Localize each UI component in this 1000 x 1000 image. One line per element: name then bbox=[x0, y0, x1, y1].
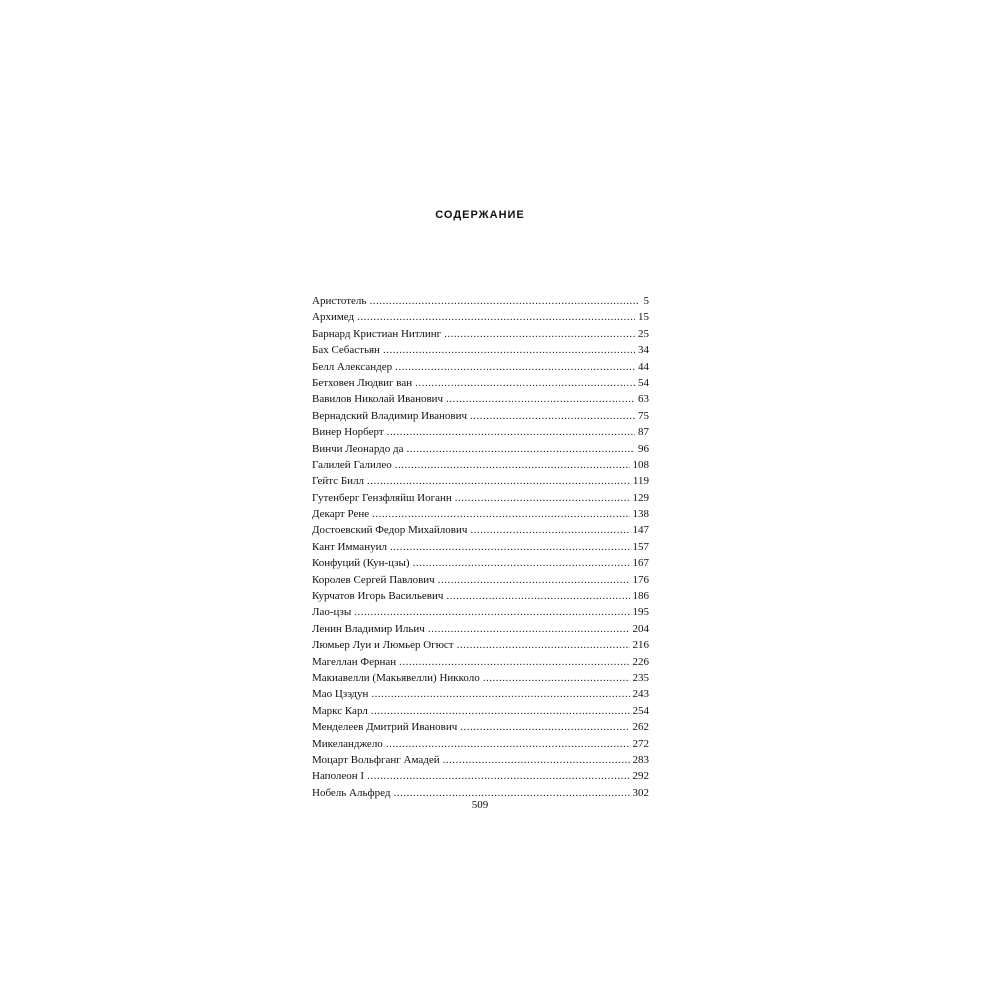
toc-entry-title: Микеланджело bbox=[312, 737, 383, 750]
dot-leader bbox=[460, 719, 629, 735]
toc-entry bbox=[312, 309, 649, 325]
toc-entry-page: 96 bbox=[638, 442, 649, 455]
toc-entry bbox=[312, 342, 649, 358]
toc-entry-title: Наполеон I bbox=[312, 770, 365, 783]
toc-entry bbox=[312, 604, 649, 620]
toc-entry-title: Ленин Владимир Ильич bbox=[312, 622, 425, 635]
toc-entry bbox=[312, 293, 649, 309]
dot-leader bbox=[357, 309, 635, 325]
toc-entry-title: Магеллан Фернан bbox=[312, 655, 397, 668]
toc-entry-title: Галилей Галилео bbox=[312, 458, 392, 471]
dot-leader bbox=[428, 621, 630, 637]
dot-leader bbox=[443, 752, 630, 768]
toc-entry-page: 75 bbox=[638, 409, 649, 422]
toc-entry-title: Мао Цзэдун bbox=[312, 688, 369, 701]
toc-entry bbox=[312, 424, 649, 440]
toc-entry bbox=[312, 752, 649, 768]
toc-entry bbox=[312, 391, 649, 407]
toc-entry-title: Аристотель bbox=[312, 295, 367, 307]
toc-entry-title: Лао-цзы bbox=[312, 606, 352, 619]
dot-leader bbox=[438, 572, 630, 588]
toc-entry-page: 235 bbox=[632, 671, 649, 684]
dot-leader bbox=[371, 703, 630, 719]
toc-entry-page: 87 bbox=[638, 426, 649, 439]
toc-entry-page: 147 bbox=[632, 524, 649, 537]
toc-entry-title: Вавилов Николай Иванович bbox=[312, 393, 444, 406]
toc-entry-page: 167 bbox=[632, 557, 649, 570]
dot-leader bbox=[470, 408, 635, 424]
toc-entry bbox=[312, 719, 649, 735]
toc-entry-title: Барнард Кристиан Нитлинг bbox=[312, 327, 442, 340]
toc-entry-title: Люмьер Луи и Люмьер Огюст bbox=[312, 639, 454, 652]
toc-entry-page: 34 bbox=[638, 344, 649, 357]
toc-entry bbox=[312, 572, 649, 588]
toc-entry bbox=[312, 473, 649, 489]
toc-entry-page: 63 bbox=[638, 393, 649, 406]
toc-entry-title: Белл Александер bbox=[312, 360, 393, 373]
dot-leader bbox=[367, 473, 630, 489]
toc-entry-page: 54 bbox=[638, 376, 649, 389]
toc-entry-title: Гейтс Билл bbox=[312, 475, 365, 488]
toc-entry-title: Вернадский Владимир Иванович bbox=[312, 409, 467, 422]
toc-entry bbox=[312, 359, 649, 375]
dot-leader bbox=[395, 457, 630, 473]
toc-entry-page: 5 bbox=[643, 295, 649, 307]
dot-leader bbox=[387, 424, 635, 440]
dot-leader bbox=[446, 391, 635, 407]
toc-entry bbox=[312, 686, 649, 702]
toc-entry-page: 186 bbox=[632, 590, 649, 603]
toc-entry-title: Гутенберг Гензфляйш Иоганн bbox=[312, 491, 452, 504]
toc-entry bbox=[312, 326, 649, 342]
dot-leader bbox=[367, 768, 629, 784]
toc-entry-page: 254 bbox=[632, 704, 649, 717]
dot-leader bbox=[383, 342, 635, 358]
toc-entry bbox=[312, 621, 649, 637]
toc-entry bbox=[312, 457, 649, 473]
toc-entry bbox=[312, 375, 649, 391]
dot-leader bbox=[371, 686, 629, 702]
toc-entry bbox=[312, 506, 649, 522]
toc-entry-title: Винчи Леонардо да bbox=[312, 442, 404, 455]
toc-entry-page: 25 bbox=[638, 327, 649, 340]
toc-entry-page: 108 bbox=[632, 458, 649, 471]
toc-entry bbox=[312, 490, 649, 506]
toc-entry-page: 15 bbox=[638, 311, 649, 324]
toc-entry-page: 176 bbox=[632, 573, 649, 586]
toc-entry-page: 216 bbox=[632, 639, 649, 652]
toc-entry-title: Королев Сергей Павлович bbox=[312, 573, 435, 586]
page-number: 509 bbox=[471, 799, 489, 811]
toc-entry bbox=[312, 670, 649, 686]
dot-leader bbox=[395, 359, 635, 375]
toc-entry-title: Достоевский Федор Михайлович bbox=[312, 524, 468, 537]
toc-entry-page: 302 bbox=[632, 786, 649, 799]
table-of-contents bbox=[312, 293, 649, 801]
toc-entry bbox=[312, 522, 649, 538]
toc-entry bbox=[312, 555, 649, 571]
dot-leader bbox=[390, 539, 630, 555]
dot-leader bbox=[470, 522, 629, 538]
toc-entry-title: Винер Норберт bbox=[312, 426, 384, 439]
toc-entry-title: Декарт Рене bbox=[312, 508, 370, 521]
dot-leader bbox=[399, 654, 629, 670]
toc-entry-title: Бах Себастьян bbox=[312, 344, 380, 357]
page-title: СОДЕРЖАНИЕ bbox=[435, 209, 525, 221]
dot-leader bbox=[483, 670, 630, 686]
dot-leader bbox=[455, 490, 630, 506]
dot-leader bbox=[369, 293, 640, 309]
toc-entry-page: 243 bbox=[632, 688, 649, 701]
toc-entry-title: Курчатов Игорь Васильевич bbox=[312, 590, 444, 603]
toc-entry bbox=[312, 768, 649, 784]
toc-entry-page: 119 bbox=[632, 475, 649, 488]
toc-entry-title: Кант Иммануил bbox=[312, 540, 387, 553]
dot-leader bbox=[386, 736, 630, 752]
dot-leader bbox=[413, 555, 630, 571]
toc-entry-page: 157 bbox=[632, 540, 649, 553]
dot-leader bbox=[407, 441, 636, 457]
toc-entry bbox=[312, 637, 649, 653]
toc-entry bbox=[312, 736, 649, 752]
toc-entry-page: 195 bbox=[632, 606, 649, 619]
dot-leader bbox=[354, 604, 629, 620]
toc-entry-title: Макиавелли (Макьявелли) Никколо bbox=[312, 671, 480, 684]
toc-entry-title: Конфуций (Кун-цзы) bbox=[312, 557, 410, 570]
toc-entry bbox=[312, 539, 649, 555]
toc-entry bbox=[312, 441, 649, 457]
dot-leader bbox=[372, 506, 629, 522]
toc-entry-page: 138 bbox=[632, 508, 649, 521]
dot-leader bbox=[457, 637, 630, 653]
toc-entry-page: 44 bbox=[638, 360, 649, 373]
toc-entry bbox=[312, 703, 649, 719]
toc-entry-page: 129 bbox=[632, 491, 649, 504]
toc-entry bbox=[312, 408, 649, 424]
toc-entry-page: 292 bbox=[632, 770, 649, 783]
toc-entry-page: 262 bbox=[632, 721, 649, 734]
dot-leader bbox=[444, 326, 635, 342]
toc-entry-title: Маркс Карл bbox=[312, 704, 368, 717]
toc-entry-title: Бетховен Людвиг ван bbox=[312, 376, 413, 389]
toc-entry-title: Архимед bbox=[312, 311, 355, 324]
toc-entry bbox=[312, 588, 649, 604]
dot-leader bbox=[446, 588, 629, 604]
toc-entry-page: 283 bbox=[632, 753, 649, 766]
toc-entry-title: Менделеев Дмитрий Иванович bbox=[312, 721, 458, 734]
toc-entry-page: 272 bbox=[632, 737, 649, 750]
toc-entry-page: 226 bbox=[632, 655, 649, 668]
toc-entry-page: 204 bbox=[632, 622, 649, 635]
toc-entry-title: Нобель Альфред bbox=[312, 786, 391, 799]
toc-entry-title: Моцарт Вольфганг Амадей bbox=[312, 753, 440, 766]
dot-leader bbox=[415, 375, 635, 391]
toc-entry bbox=[312, 654, 649, 670]
